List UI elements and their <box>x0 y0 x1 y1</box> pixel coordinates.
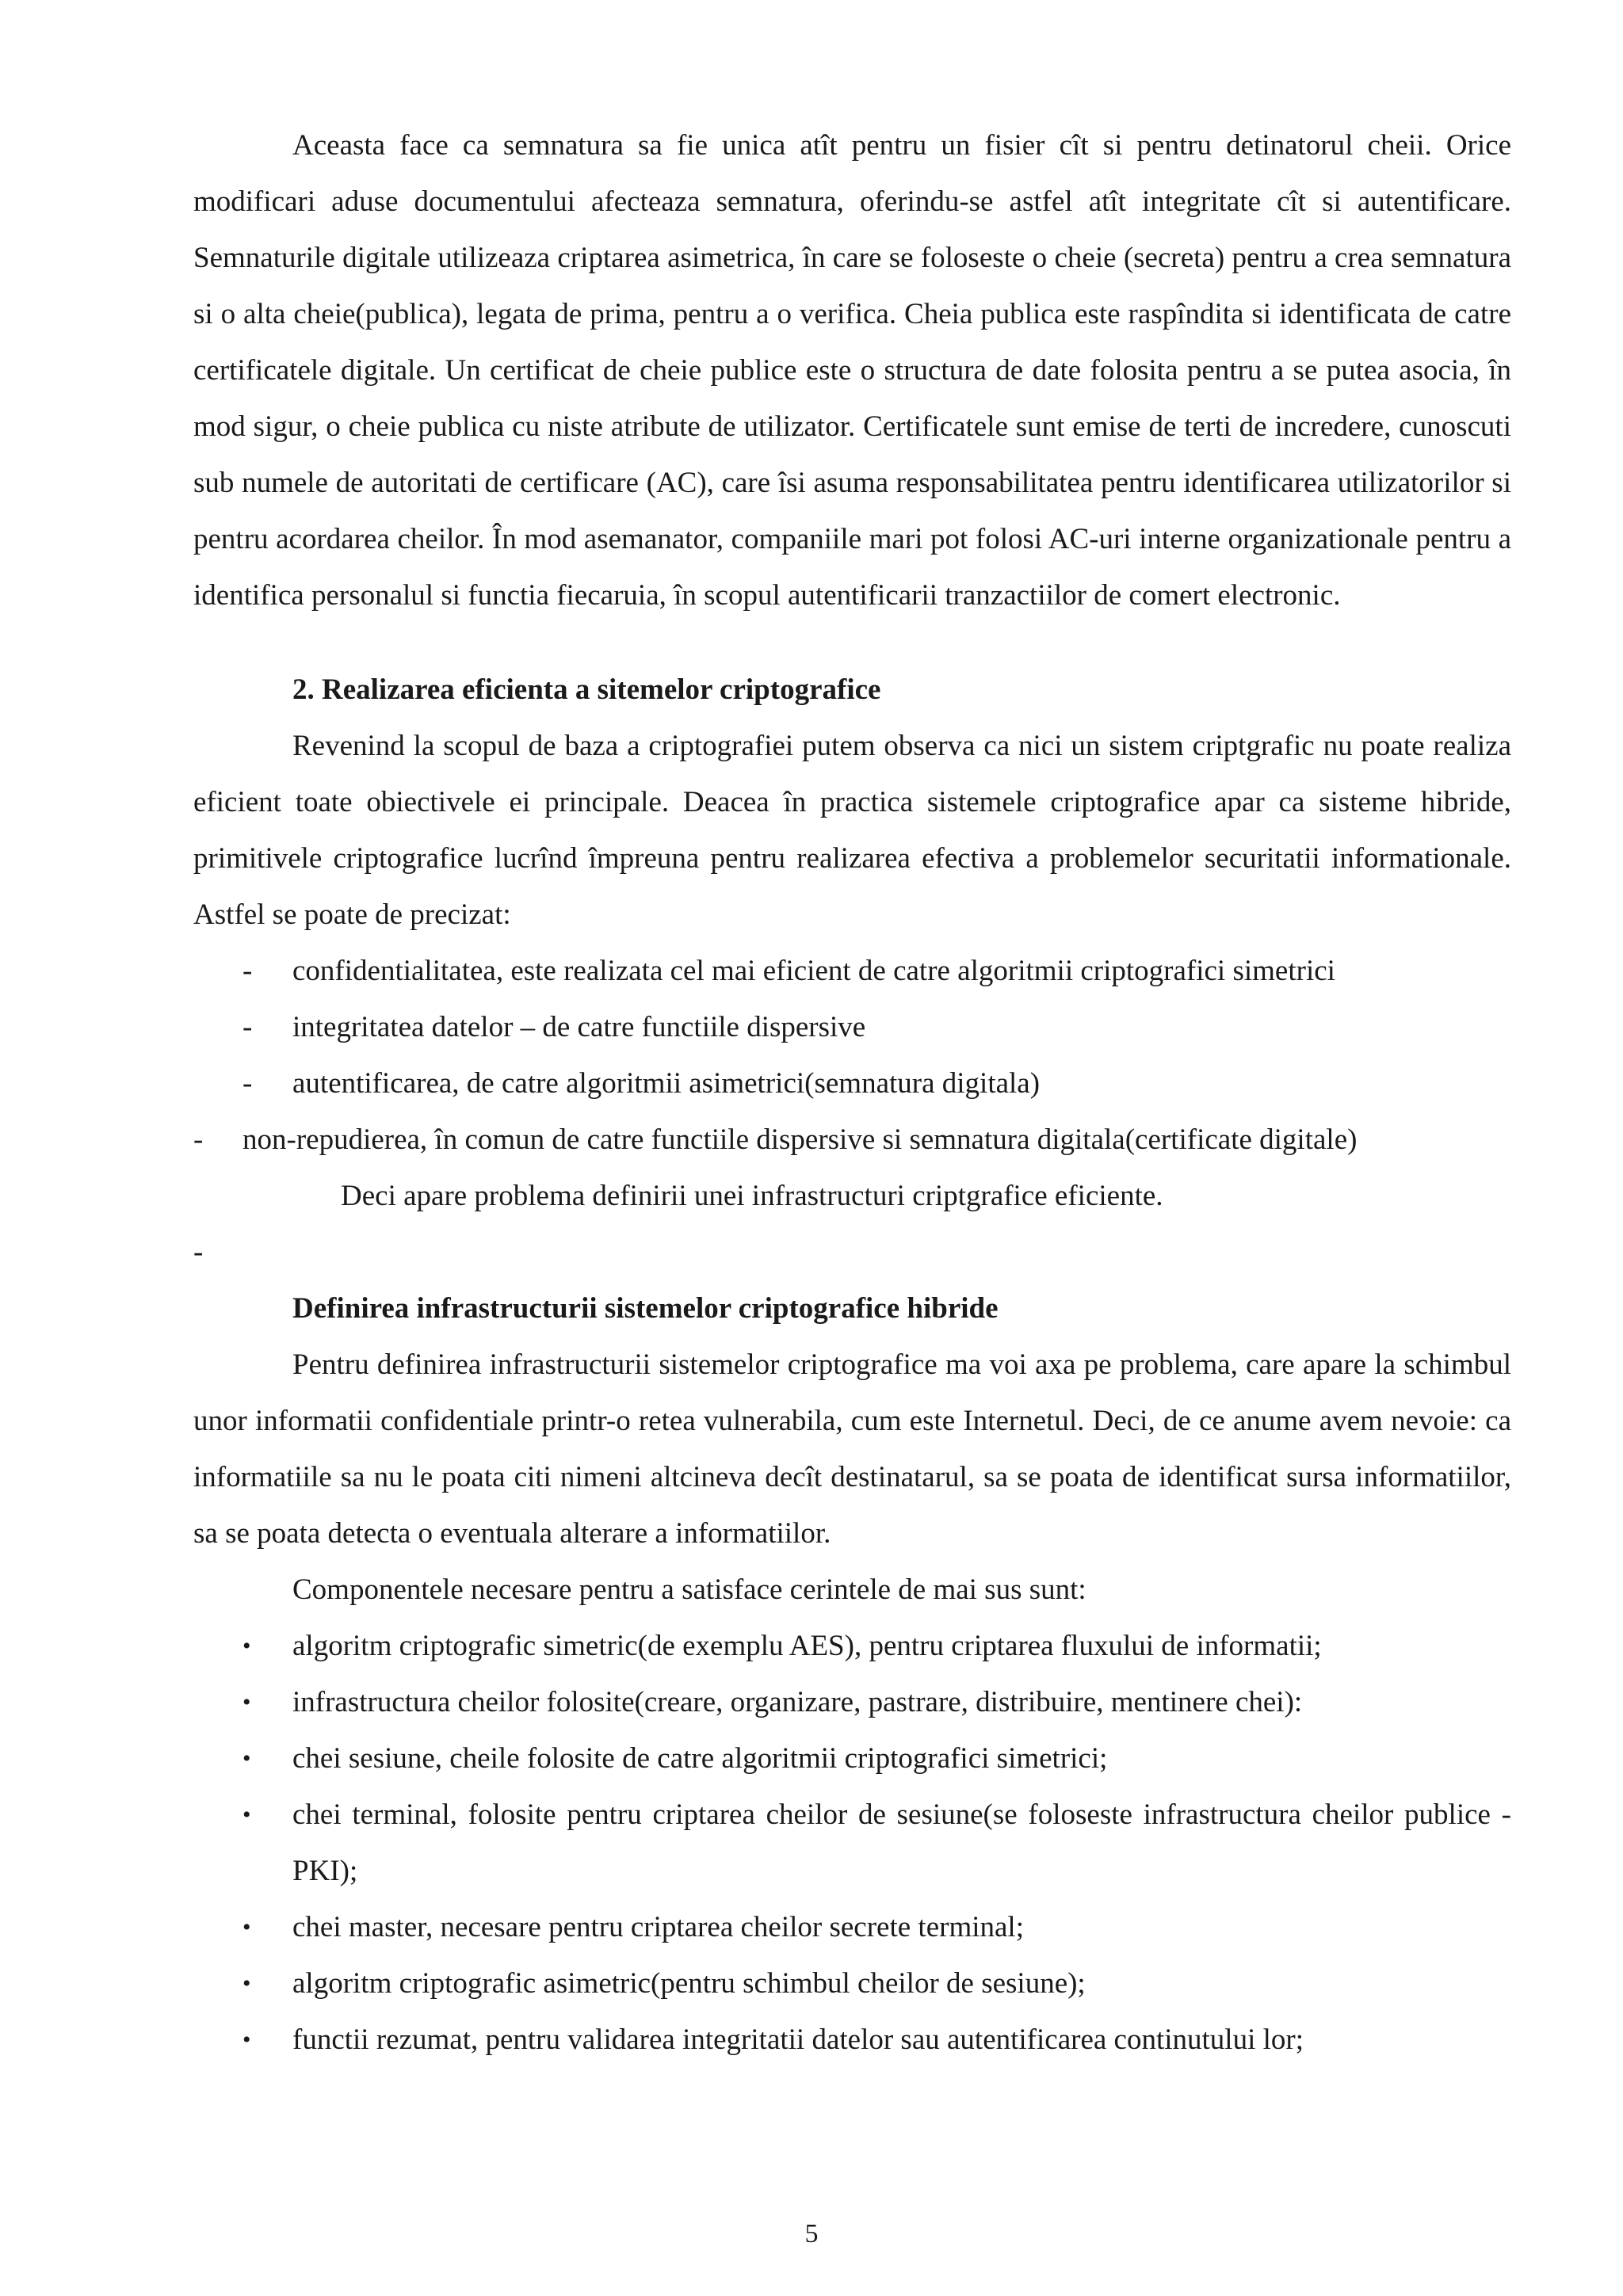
list-item: - confidentialitatea, este realizata cel mai eficient de catre algoritmii criptografici simetrici <box>193 943 1511 999</box>
dash-marker: - <box>242 1067 253 1100</box>
section-heading-definirea: Definirea infrastructurii sistemelor criptografice hibride <box>292 1292 999 1325</box>
list-item-outdented: - non-repudierea, în comun de catre functiile dispersive si semnatura digitala(certificate digitale) <box>193 1112 1511 1168</box>
componente-paragraph: Componentele necesare pentru a satisface cerintele de mai sus sunt: <box>292 1573 1086 1606</box>
bullet-list <box>193 1618 1511 2068</box>
bullet-icon: • <box>242 1689 251 1715</box>
list-item: • chei master, necesare pentru criptarea cheilor secrete terminal; <box>193 1899 1511 1955</box>
stray-dash: - <box>193 1236 204 1268</box>
intro-paragraph: Aceasta face ca semnatura sa fie unica atît pentru un fisier cît si pentru detinatorul cheii. Orice modificari aduse documentului afecteaza semnatura, oferindu-se astfel atît integritate cît si autentificare. Semnaturile digitale utilizeaza criptarea asimetrica, în care se foloseste o cheie (secreta) pentru a crea semnatura si o alta cheie(publica), legata de prima, pentru a o verifica. Cheia publica este raspîndita si identificata de catre certificatele digitale. Un certificat de cheie publice este o structura de date folosita pentru a se putea asocia, în mod sigur, o cheie publica cu niste atribute de utilizator. Certificatele sunt emise de terti de incredere, cunoscuti sub numele de autoritati de certificare (AC), care îsi asuma responsabilitatea pentru identificarea utilizatorilor si pentru acordarea cheilor. În mod asemanator, companiile mari pot folosi AC-uri interne organizationale pentru a identifica personalul si functia fiecaruia, în scopul autentificarii tranzactiilor de comert electronic. <box>193 129 1511 612</box>
dash-marker: - <box>193 1123 204 1156</box>
bullet-icon: • <box>242 1633 251 1659</box>
section2-paragraph: Revenind la scopul de baza a criptografiei putem observa ca nici un sistem criptgrafic nu poate realiza eficient toate obiectivele ei principale. Deacea în practica sistemele criptografice apar ca sisteme hibride, primitivele criptografice lucrînd împreuna pentru realizarea efectiva a problemelor securitatii informationale. Astfel se poate de precizat: <box>193 730 1511 931</box>
list-item: • chei sesiune, cheile folosite de catre algoritmii criptografici simetrici; <box>193 1730 1511 1787</box>
list-item: • functii rezumat, pentru validarea integritatii datelor sau autentificarea continutului lor; <box>193 2012 1511 2068</box>
dash-marker: - <box>242 955 253 987</box>
page-content <box>193 117 1511 2068</box>
dash-list <box>193 943 1511 1112</box>
bullet-icon: • <box>242 2027 251 2053</box>
list-item: • algoritm criptografic asimetric(pentru schimbul cheilor de sesiune); <box>193 1955 1511 2012</box>
section-heading-realizarea: 2. Realizarea eficienta a sitemelor criptografice <box>292 673 881 706</box>
deci-paragraph: Deci apare problema definirii unei infrastructuri criptgrafice eficiente. <box>341 1180 1163 1212</box>
bullet-icon: • <box>242 1914 251 1940</box>
dash-marker: - <box>242 1011 253 1043</box>
page-number: 5 <box>804 2219 819 2248</box>
bullet-icon: • <box>242 1745 251 1772</box>
list-item: • chei terminal, folosite pentru criptarea cheilor de sesiune(se foloseste infrastructura cheilor publice - PKI); <box>193 1787 1511 1899</box>
list-item: - autentificarea, de catre algoritmii asimetrici(semnatura digitala) <box>193 1055 1511 1112</box>
list-item: - integritatea datelor – de catre functiile dispersive <box>193 999 1511 1055</box>
bullet-icon: • <box>242 1970 251 1997</box>
bullet-icon: • <box>242 1802 251 1828</box>
list-item: • algoritm criptografic simetric(de exemplu AES), pentru criptarea fluxului de informatii; <box>193 1618 1511 1674</box>
definire-paragraph: Pentru definirea infrastructurii sistemelor criptografice ma voi axa pe problema, care apare la schimbul unor informatii confidentiale printr-o retea vulnerabila, cum este Internetul. Deci, de ce anume avem nevoie: ca informatiile sa nu le poata citi nimeni altcineva decît destinatarul, sa se poata de identificat sursa informatiilor, sa se poata detecta o eventuala alterare a informatiilor. <box>193 1348 1511 1550</box>
list-item: • infrastructura cheilor folosite(creare, organizare, pastrare, distribuire, mentinere chei): <box>193 1674 1511 1730</box>
